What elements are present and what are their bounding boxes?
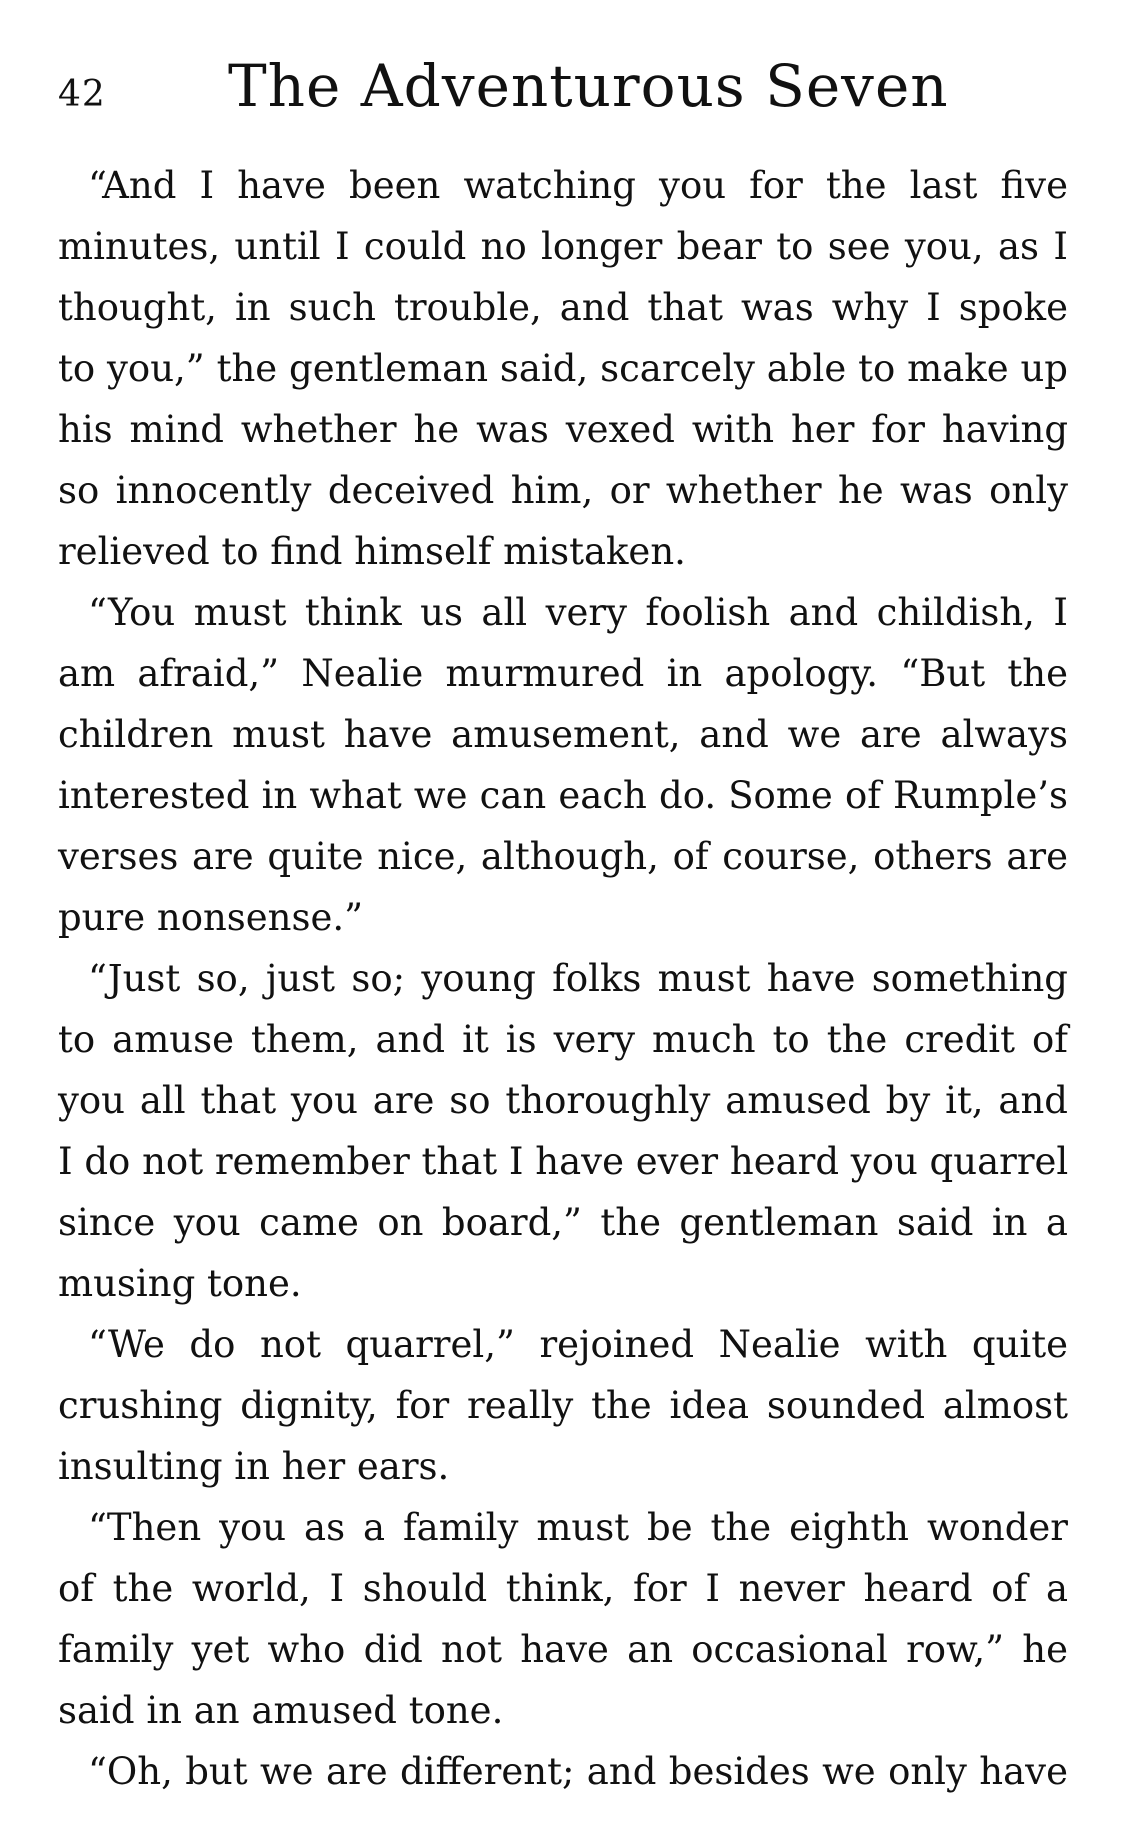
text-line: “We do not quarrel,” rejoined Nealie with quite <box>88 1323 1068 1366</box>
text-line: “You must think us all very foolish and childish, I <box>88 591 1068 634</box>
text-line: thought, in such trouble, and that was why I spoke <box>58 286 1068 329</box>
page-header <box>58 52 1088 132</box>
text-line: insulting in her ears. <box>58 1445 450 1488</box>
text-line: “Then you as a family must be the eighth wonder <box>88 1506 1068 1549</box>
text-line: of the world, I should think, for I never heard of a <box>58 1567 1068 1610</box>
text-line: “Oh, but we are different; and besides we only have <box>88 1750 1068 1793</box>
text-line: you all that you are so thoroughly amused by it, and <box>58 1079 1068 1122</box>
text-line: his mind whether he was vexed with her for having <box>58 408 1068 451</box>
text-line: interested in what we can each do. Some of Rumple’s <box>58 774 1068 817</box>
text-line: pure nonsense.” <box>58 896 364 939</box>
text-line: “Just so, just so; young folks must have something <box>88 957 1068 1000</box>
text-line: I do not remember that I have ever heard you quarrel <box>58 1140 1069 1183</box>
text-line: children must have amusement, and we are always <box>58 713 1068 756</box>
text-line: family yet who did not have an occasional row,” he <box>58 1628 1068 1671</box>
text-line: verses are quite nice, although, of course, others are <box>58 835 1068 878</box>
text-line: crushing dignity, for really the idea sounded almost <box>58 1384 1068 1427</box>
body-text <box>58 155 1068 1802</box>
text-line: since you came on board,” the gentleman said in a <box>58 1201 1068 1244</box>
text-line: to amuse them, and it is very much to the credit of <box>58 1018 1068 1061</box>
running-title: The Adventurous Seven <box>228 52 949 120</box>
text-line: said in an amused tone. <box>58 1689 504 1732</box>
text-line: relieved to find himself mistaken. <box>58 530 686 573</box>
text-line: so innocently deceived him, or whether he was only <box>58 469 1068 512</box>
text-line: am afraid,” Nealie murmured in apology. “But the <box>58 652 1068 695</box>
text-line: minutes, until I could no longer bear to see you, as I <box>58 225 1068 268</box>
text-line: musing tone. <box>58 1262 302 1305</box>
text-line: to you,” the gentleman said, scarcely able to make up <box>58 347 1068 390</box>
text-line: “And I have been watching you for the last five <box>88 164 1068 207</box>
page-number: 42 <box>58 74 106 115</box>
